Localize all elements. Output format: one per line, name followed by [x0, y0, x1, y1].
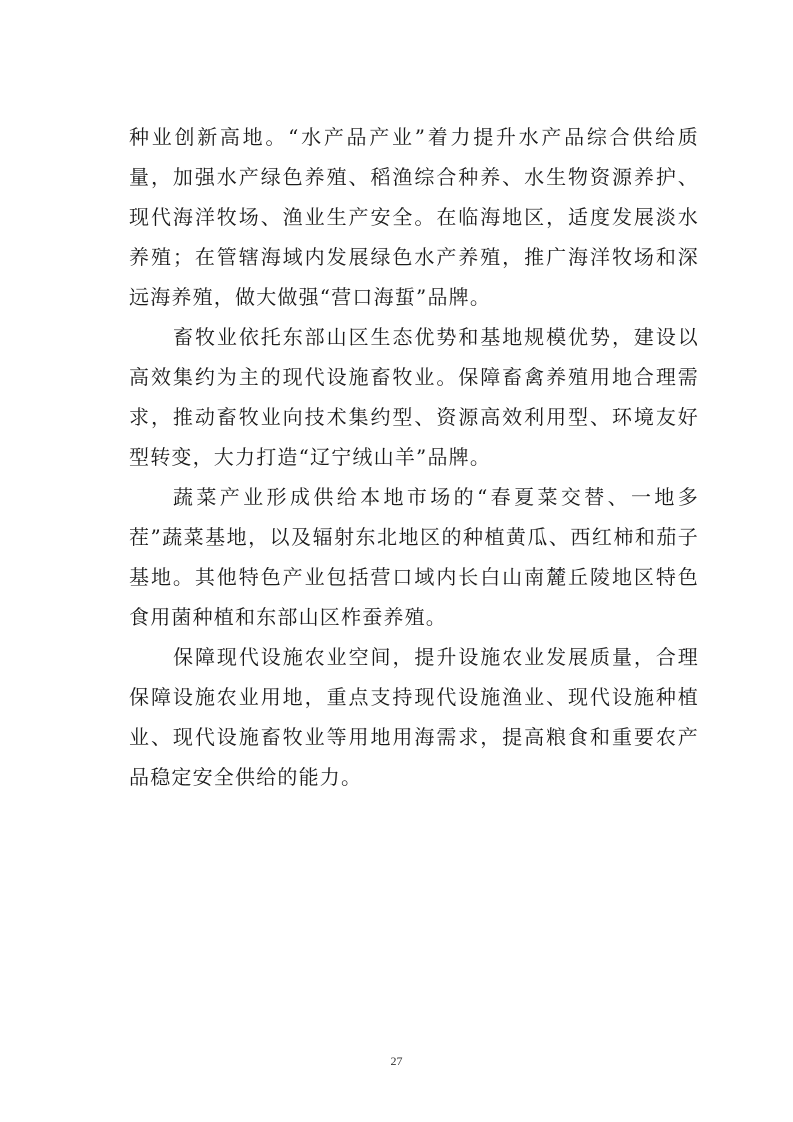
paragraph: 蔬菜产业形成供给本地市场的“春夏菜交替、一地多茬”蔬菜基地，以及辐射东北地区的种植黄瓜、西红柿和茄子基地。其他特色产业包括营口域内长白山南麓丘陵地区特色食用菌种植和东部山区柞蚕养殖。 [129, 485, 699, 629]
page-number: 27 [390, 1054, 403, 1068]
body-text [129, 117, 699, 797]
paragraph: 种业创新高地。“水产品产业”着力提升水产品综合供给质量，加强水产绿色养殖、稻渔综合种养、水生物资源养护、现代海洋牧场、渔业生产安全。在临海地区，适度发展淡水养殖；在管辖海域内发展绿色水产养殖，推广海洋牧场和深远海养殖，做大做强“营口海蜇”品牌。 [129, 125, 699, 309]
paragraph: 保障现代设施农业空间，提升设施农业发展质量，合理保障设施农业用地，重点支持现代设施渔业、现代设施种植业、现代设施畜牧业等用地用海需求，提高粮食和重要农产品稳定安全供给的能力。 [129, 645, 699, 789]
paragraph: 畜牧业依托东部山区生态优势和基地规模优势，建设以高效集约为主的现代设施畜牧业。保障畜禽养殖用地合理需求，推动畜牧业向技术集约型、资源高效利用型、环境友好型转变，大力打造“辽宁绒山羊”品牌。 [129, 325, 699, 469]
